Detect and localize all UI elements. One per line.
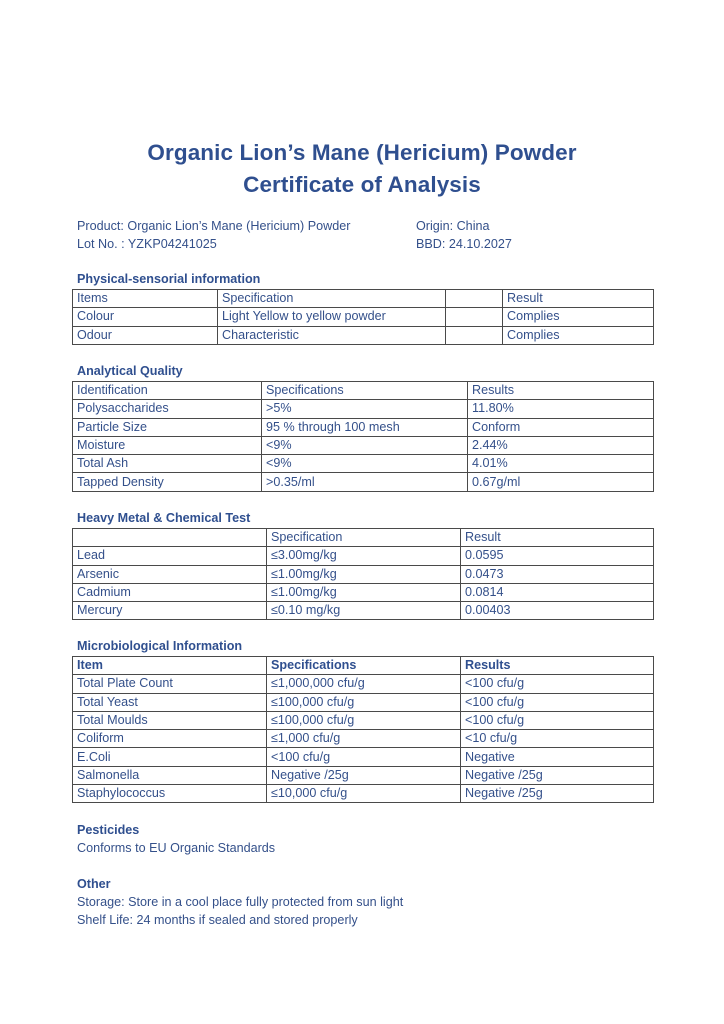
table-row <box>73 730 654 748</box>
table-cell: ≤0.10 mg/kg <box>267 602 461 620</box>
table-row <box>73 693 654 711</box>
table-cell: Conform <box>468 418 654 436</box>
table-cell: 0.67g/ml <box>468 473 654 491</box>
table-row <box>73 748 654 766</box>
table-row <box>73 455 654 473</box>
table-cell: Mercury <box>73 602 267 620</box>
microbiological-table <box>72 656 654 803</box>
table-cell: 95 % through 100 mesh <box>262 418 468 436</box>
table-cell: <10 cfu/g <box>461 730 654 748</box>
heavy-metal-section-title: Heavy Metal & Chemical Test <box>77 511 251 525</box>
table-cell: Polysaccharides <box>73 400 262 418</box>
table-cell: Light Yellow to yellow powder <box>218 308 446 326</box>
table-row <box>73 565 654 583</box>
table-cell: Coliform <box>73 730 267 748</box>
table-cell: Total Plate Count <box>73 675 267 693</box>
pesticides-section-title: Pesticides <box>77 823 140 837</box>
table-row <box>73 547 654 565</box>
table-cell: ≤10,000 cfu/g <box>267 785 461 803</box>
table-cell: >0.35/ml <box>262 473 468 491</box>
table-header-row <box>73 290 654 308</box>
table-header-row <box>73 382 654 400</box>
table-cell: Negative /25g <box>461 785 654 803</box>
table-cell: Particle Size <box>73 418 262 436</box>
table-cell: Staphylococcus <box>73 785 267 803</box>
table-cell: <100 cfu/g <box>461 693 654 711</box>
table-row <box>73 583 654 601</box>
heavy-metal-table <box>72 528 654 620</box>
table-header-cell: Identification <box>73 382 262 400</box>
heavy-metal-table-body <box>73 529 654 620</box>
table-cell: Odour <box>73 326 218 344</box>
table-cell: 11.80% <box>468 400 654 418</box>
table-cell: Lead <box>73 547 267 565</box>
table-cell: E.Coli <box>73 748 267 766</box>
table-cell: Total Yeast <box>73 693 267 711</box>
table-cell: 0.0473 <box>461 565 654 583</box>
table-cell: ≤3.00mg/kg <box>267 547 461 565</box>
storage-text: Storage: Store in a cool place fully protected from sun light <box>77 895 404 909</box>
table-cell: ≤1.00mg/kg <box>267 565 461 583</box>
table-header-cell: Result <box>503 290 654 308</box>
microbiological-section-title: Microbiological Information <box>77 639 243 653</box>
other-section-title: Other <box>77 877 111 891</box>
table-header-cell: Results <box>461 657 654 675</box>
table-cell: Total Moulds <box>73 711 267 729</box>
table-header-cell: Items <box>73 290 218 308</box>
table-cell: >5% <box>262 400 468 418</box>
table-header-cell: Results <box>468 382 654 400</box>
table-header-cell: Specification <box>267 529 461 547</box>
physical-table-body <box>73 290 654 345</box>
analytical-section-title: Analytical Quality <box>77 364 183 378</box>
table-header-row <box>73 657 654 675</box>
table-row <box>73 711 654 729</box>
table-cell: Arsenic <box>73 565 267 583</box>
table-header-row <box>73 529 654 547</box>
table-header-cell <box>73 529 267 547</box>
table-header-cell: Specifications <box>267 657 461 675</box>
table-row <box>73 400 654 418</box>
table-cell: 2.44% <box>468 436 654 454</box>
table-cell: Salmonella <box>73 766 267 784</box>
title-product-name: Organic Lion’s Mane (Hericium) Powder <box>147 140 577 165</box>
physical-table <box>72 289 654 345</box>
table-row <box>73 766 654 784</box>
table-cell: Total Ash <box>73 455 262 473</box>
table-header-cell: Item <box>73 657 267 675</box>
table-cell: ≤1,000 cfu/g <box>267 730 461 748</box>
table-cell: ≤1,000,000 cfu/g <box>267 675 461 693</box>
pesticides-text: Conforms to EU Organic Standards <box>77 841 276 855</box>
lot-number-line: Lot No. : YZKP04241025 <box>77 237 217 251</box>
table-cell: Moisture <box>73 436 262 454</box>
table-cell: Complies <box>503 326 654 344</box>
table-cell: <100 cfu/g <box>267 748 461 766</box>
table-cell: <100 cfu/g <box>461 711 654 729</box>
shelf-life-text: Shelf Life: 24 months if sealed and stored properly <box>77 913 358 927</box>
table-cell: Negative /25g <box>267 766 461 784</box>
bbd-line: BBD: 24.10.2027 <box>416 237 512 251</box>
table-row <box>73 473 654 491</box>
table-cell: 4.01% <box>468 455 654 473</box>
table-header-cell: Specifications <box>262 382 468 400</box>
table-cell: Negative <box>461 748 654 766</box>
table-cell: Characteristic <box>218 326 446 344</box>
table-cell: ≤1.00mg/kg <box>267 583 461 601</box>
table-row <box>73 785 654 803</box>
analytical-table <box>72 381 654 492</box>
table-cell: Tapped Density <box>73 473 262 491</box>
microbiological-table-body <box>73 657 654 803</box>
table-cell <box>446 326 503 344</box>
table-cell: ≤100,000 cfu/g <box>267 711 461 729</box>
table-cell: Colour <box>73 308 218 326</box>
table-cell: Complies <box>503 308 654 326</box>
table-row <box>73 436 654 454</box>
table-header-cell: Result <box>461 529 654 547</box>
table-cell: <100 cfu/g <box>461 675 654 693</box>
table-row <box>73 326 654 344</box>
product-line: Product: Organic Lion’s Mane (Hericium) Powder <box>77 219 351 233</box>
table-cell: <9% <box>262 455 468 473</box>
table-header-cell: Specification <box>218 290 446 308</box>
analytical-table-body <box>73 382 654 492</box>
table-cell: <9% <box>262 436 468 454</box>
title-certificate: Certificate of Analysis <box>243 172 481 197</box>
table-header-cell <box>446 290 503 308</box>
table-row <box>73 418 654 436</box>
origin-line: Origin: China <box>416 219 490 233</box>
table-row <box>73 308 654 326</box>
table-cell: ≤100,000 cfu/g <box>267 693 461 711</box>
table-row <box>73 675 654 693</box>
physical-section-title: Physical-sensorial information <box>77 272 261 286</box>
table-row <box>73 602 654 620</box>
table-cell <box>446 308 503 326</box>
table-cell: 0.00403 <box>461 602 654 620</box>
table-cell: Cadmium <box>73 583 267 601</box>
table-cell: 0.0595 <box>461 547 654 565</box>
table-cell: Negative /25g <box>461 766 654 784</box>
table-cell: 0.0814 <box>461 583 654 601</box>
